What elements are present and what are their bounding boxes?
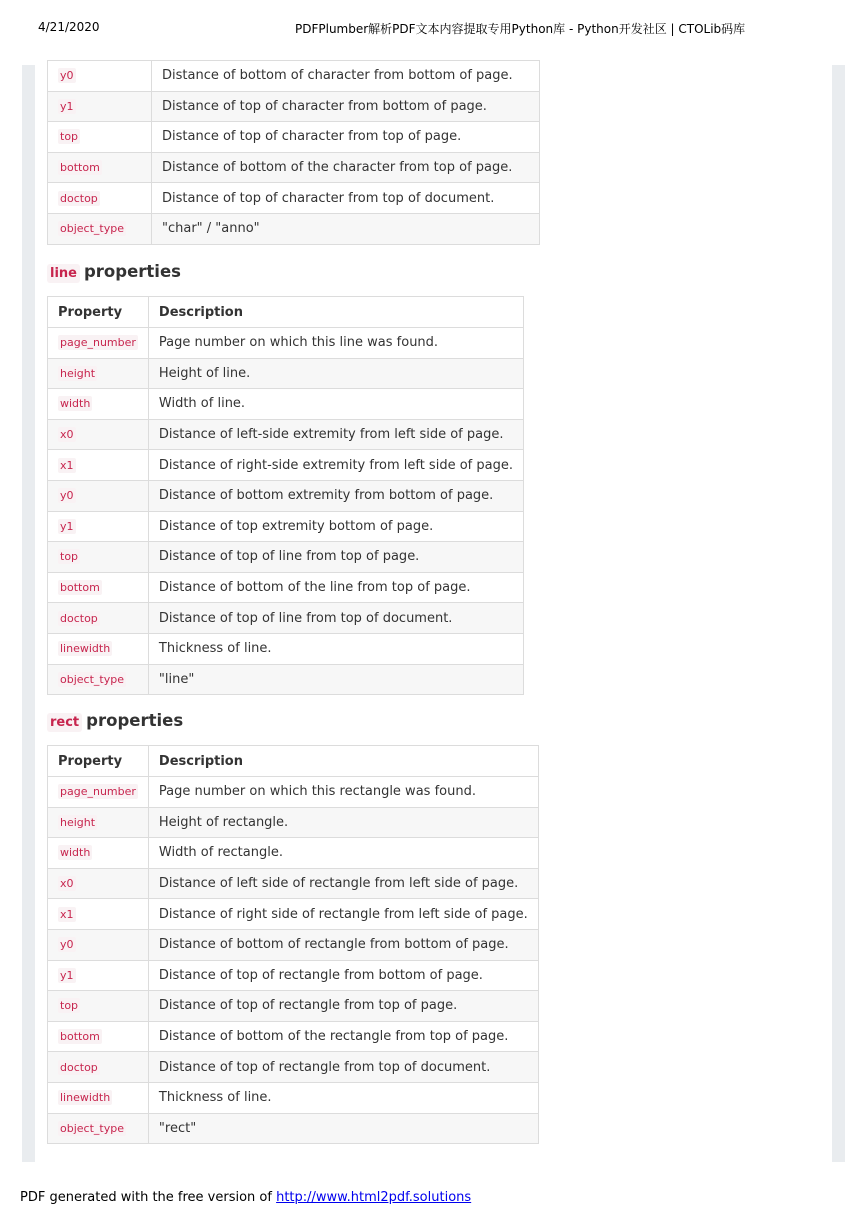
property-cell [48,61,152,92]
property-name: width [60,846,91,860]
property-cell [48,213,152,244]
table-row [48,960,539,991]
table-row [48,603,524,634]
property-name: linewidth [60,1091,111,1105]
property-name: bottom [60,1030,100,1044]
description-cell: Distance of left-side extremity from left side of page. [148,419,523,450]
property-name: x0 [60,877,74,891]
table-row [48,807,539,838]
property-name: doctop [60,1060,98,1074]
property-cell [48,183,152,214]
table-row [48,572,524,603]
description-cell: Thickness of line. [148,1082,538,1113]
property-name: y0 [60,69,74,83]
description-cell: Height of rectangle. [148,807,538,838]
description-cell: "line" [148,664,523,695]
description-cell: Distance of top of character from top of document. [152,183,540,214]
print-date: 4/21/2020 [38,20,100,34]
property-name: page_number [60,785,136,799]
property-name: height [60,815,96,829]
table-row [48,511,524,542]
property-name: top [60,550,79,564]
description-cell: Distance of top of character from bottom of page. [152,91,540,122]
page-header [0,20,868,36]
property-name: y0 [60,938,74,952]
property-name: object_type [60,222,124,236]
property-cell [48,603,149,634]
footer-text: PDF generated with the free version of [20,1190,277,1205]
line-code: line [47,264,80,283]
property-cell [48,1021,149,1052]
description-cell: Width of rectangle. [148,838,538,869]
description-cell: Distance of bottom of the character from top of page. [152,152,540,183]
property-cell [48,838,149,869]
property-cell [48,91,152,122]
description-cell: Distance of right side of rectangle from left side of page. [148,899,538,930]
table-row [48,389,524,420]
property-name: y1 [60,519,74,533]
property-cell [48,868,149,899]
document-title: PDFPlumber解析PDF文本内容提取专用Python库 - Python开发社区 | CTOLib码库 [295,22,746,36]
table-row [48,450,524,481]
property-name: width [60,397,91,411]
table-row [48,1021,539,1052]
property-cell [48,777,149,808]
description-cell: Distance of top of line from top of page. [148,542,523,573]
property-cell [48,152,152,183]
property-name: y1 [60,99,74,113]
table-row [48,899,539,930]
table-row [48,542,524,573]
rect-properties-table [47,745,539,1144]
property-cell [48,389,149,420]
description-cell: Thickness of line. [148,633,523,664]
property-cell [48,480,149,511]
description-cell: Distance of top of rectangle from bottom of page. [148,960,538,991]
property-cell [48,511,149,542]
property-name: top [60,999,79,1013]
table-row [48,1113,539,1144]
property-name: x1 [60,458,74,472]
description-cell: Distance of top of line from top of document. [148,603,523,634]
right-rail [832,65,845,1162]
description-cell: "rect" [148,1113,538,1144]
table-row [48,419,524,450]
rect-heading-text: properties [86,711,184,730]
rect-properties-heading [47,711,183,730]
property-name: doctop [60,611,98,625]
property-cell [48,807,149,838]
property-name: height [60,366,96,380]
property-cell [48,328,149,359]
table-row [48,1052,539,1083]
table-row [48,777,539,808]
column-header-description: Description [148,297,523,328]
property-cell [48,991,149,1022]
line-properties-table [47,296,524,695]
property-cell [48,1052,149,1083]
property-cell [48,572,149,603]
description-cell: Distance of bottom of character from bottom of page. [152,61,540,92]
description-cell: Page number on which this rectangle was found. [148,777,538,808]
table-row [48,122,540,153]
table-row [48,213,540,244]
property-name: y0 [60,489,74,503]
column-header-property: Property [48,746,149,777]
description-cell: Distance of bottom of the rectangle from top of page. [148,1021,538,1052]
description-cell: Width of line. [148,389,523,420]
property-name: page_number [60,336,136,350]
property-name: doctop [60,191,98,205]
rect-code: rect [47,713,82,732]
table-row [48,633,524,664]
property-name: x0 [60,428,74,442]
table-row [48,358,524,389]
property-cell [48,122,152,153]
description-cell: Distance of top of character from top of page. [152,122,540,153]
description-cell: Distance of top extremity bottom of page. [148,511,523,542]
property-name: bottom [60,161,100,175]
property-name: y1 [60,968,74,982]
property-cell [48,358,149,389]
description-cell: Page number on which this line was found. [148,328,523,359]
table-row [48,183,540,214]
table-row [48,91,540,122]
property-name: object_type [60,672,124,686]
property-name: linewidth [60,642,111,656]
table-row [48,991,539,1022]
property-cell [48,960,149,991]
description-cell: Distance of right-side extremity from left side of page. [148,450,523,481]
table-row [48,61,540,92]
property-cell [48,450,149,481]
table-row [48,838,539,869]
property-name: x1 [60,907,74,921]
property-cell [48,1082,149,1113]
property-cell [48,633,149,664]
table-row [48,1082,539,1113]
table-row [48,868,539,899]
table-header-row [48,297,524,328]
property-cell [48,542,149,573]
table-header-row [48,746,539,777]
description-cell: Distance of top of rectangle from top of document. [148,1052,538,1083]
property-name: top [60,130,79,144]
table-row [48,664,524,695]
property-cell [48,664,149,695]
property-name: bottom [60,581,100,595]
line-heading-text: properties [83,262,181,281]
property-cell [48,929,149,960]
property-cell [48,1113,149,1144]
property-cell [48,419,149,450]
description-cell: Distance of top of rectangle from top of page. [148,991,538,1022]
description-cell: Distance of left side of rectangle from left side of page. [148,868,538,899]
description-cell: Height of line. [148,358,523,389]
description-cell: "char" / "anno" [152,213,540,244]
column-header-description: Description [148,746,538,777]
left-rail [22,65,35,1162]
description-cell: Distance of bottom of the line from top of page. [148,572,523,603]
pdf-footer [20,1190,471,1205]
column-header-property: Property [48,297,149,328]
line-properties-heading [47,262,181,281]
footer-link[interactable]: http://www.html2pdf.solutions [276,1190,472,1205]
description-cell: Distance of bottom extremity from bottom of page. [148,480,523,511]
description-cell: Distance of bottom of rectangle from bottom of page. [148,929,538,960]
property-cell [48,899,149,930]
char-properties-table [47,60,540,245]
table-row [48,328,524,359]
property-name: object_type [60,1121,124,1135]
table-row [48,929,539,960]
table-row [48,480,524,511]
table-row [48,152,540,183]
